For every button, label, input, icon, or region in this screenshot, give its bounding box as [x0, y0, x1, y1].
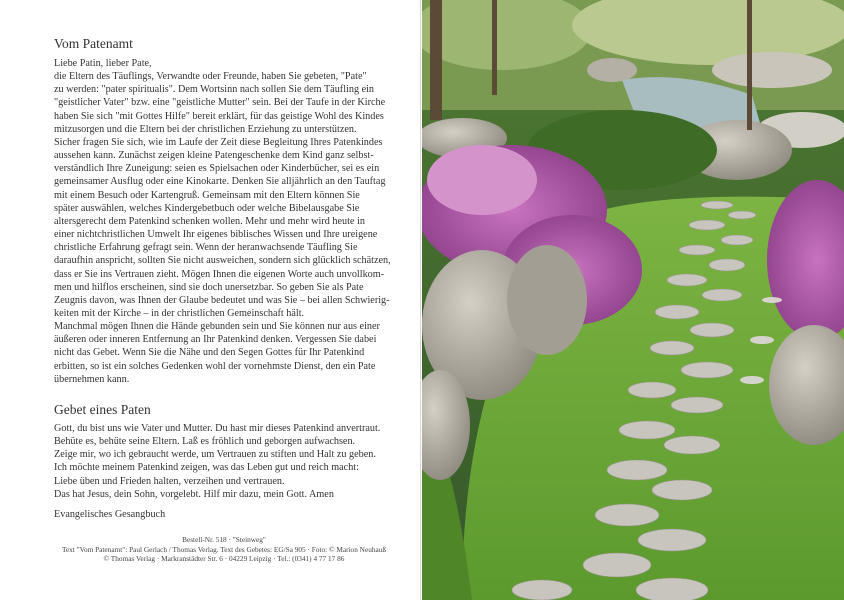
- patenamt-line: die Eltern des Täuflings, Verwandte oder Freunde, haben Sie gebeten, "Pate": [54, 71, 367, 83]
- patenamt-line: äußeren oder inneren Entfernung an Ihr Patenkind denken. Vergessen Sie dabei: [54, 334, 377, 346]
- credits-line: Text "Vom Patenamt": Paul Gerlach / Thomas Verlag. Text des Gebetes: EG/Sa 905 · Foto: © Marion Neuhauß: [61, 544, 387, 554]
- patenamt-line: gemeinsamer Ausflug oder eine Kinokarte. Denken Sie alljährlich an den Tauftag: [54, 176, 386, 188]
- section-title-gebet: Gebet eines Paten: [54, 402, 151, 417]
- credits-line: © Thomas Verlag · Markranstädter Str. 6 · 04229 Leipzig · Tel.: (0341) 4 77 17 86: [103, 554, 345, 564]
- patenamt-line: Manchmal mögen Ihnen die Hände gebunden sein und Sie können nur aus einer: [54, 321, 380, 333]
- patenamt-line: übernehmen kann.: [54, 373, 130, 385]
- photo-page: [422, 0, 844, 600]
- gebet-line: Liebe üben und Frieden halten, verzeihen und vertrauen.: [54, 475, 285, 487]
- patenamt-line: men und hilflos erscheinen, sind sie doch unersetzbar. So geben Sie als Pate: [54, 281, 364, 293]
- section-title-patenamt: Vom Patenamt: [54, 36, 133, 51]
- patenamt-line: keiten mit der Kirche – in der christlichen Gemeinschaft hält.: [54, 307, 305, 319]
- patenamt-line: daraufhin anspricht, sollten Sie nicht ausweichen, sondern sich glücklich schätzen,: [54, 255, 391, 267]
- patenamt-line: Liebe Patin, lieber Pate,: [54, 58, 152, 69]
- patenamt-line: verständlich Ihre Zuneigung: seien es Spielsachen oder Kinderbücher, sei es ein: [54, 163, 380, 175]
- text-page: [0, 0, 421, 600]
- gebet-line: Zeige mir, wo ich gebraucht werde, um Vertrauen zu stiften und Halt zu geben.: [54, 449, 376, 461]
- patenamt-body: [54, 57, 394, 386]
- patenamt-line: mit einem Besuch oder Kartengruß. Gemeinsam mit den Eltern können Sie: [54, 189, 360, 201]
- patenamt-line: Sicher fragen Sie sich, wie im Laufe der Zeit diese Begleitung Ihres Patenkindes: [54, 136, 383, 148]
- gebet-line: Das hat Jesus, dein Sohn, vorgelebt. Hilf mir dazu, mein Gott. Amen: [54, 488, 334, 500]
- source-attribution: Evangelisches Gesangbuch: [54, 509, 166, 520]
- patenamt-line: einer nichtchristlichen Umwelt Ihr eigenes biblisches Wissen und Ihre ureigene: [54, 229, 378, 241]
- patenamt-line: aussehen kann. Zunächst zeigen kleine Patengeschenke dem Kind ganz selbst-: [54, 150, 374, 162]
- garden-stone-path-photo: [422, 0, 844, 600]
- patenamt-line: christliche Erfahrung gefragt sein. Wenn der heranwachsende Täufling Sie: [54, 242, 358, 254]
- gebet-line: Behüte es, behüte seine Eltern. Laß es fröhlich und geborgen aufwachsen.: [54, 436, 356, 448]
- gebet-body: [54, 422, 394, 501]
- patenamt-line: mitzusorgen und die Eltern bei der christlichen Erziehung zu unterstützen.: [54, 123, 357, 135]
- gebet-line: Gott, du bist uns wie Vater und Mutter. Du hast mir dieses Patenkind anvertraut.: [54, 423, 381, 434]
- patenamt-line: haben Sie sich "mit Gottes Hilfe" bereit erklärt, für das geistige Wohl des Kindes: [54, 110, 384, 122]
- patenamt-line: dass er Sie ins Vertrauen zieht. Mögen Ihnen die eigenen Worte auch unvollkom-: [54, 268, 385, 280]
- patenamt-line: zu werden: "pater spiritualis". Dem Wortsinn nach sollen Sie dem Täufling ein: [54, 84, 375, 96]
- patenamt-line: später auswählen, welches Kindergebetbuch oder welche Bibelausgabe Sie: [54, 202, 360, 214]
- patenamt-line: erbitten, so ist ein solches Gedenken wohl der vornehmste Dienst, den ein Pate: [54, 360, 376, 372]
- patenamt-line: nicht das Gebet. Wenn Sie die Nähe und den Segen Gottes für Ihr Patenkind: [54, 347, 365, 359]
- patenamt-line: Zeugnis davon, was Ihnen der Glaube bedeutet und was Sie – bei allen Schwierig-: [54, 294, 390, 306]
- patenamt-line: altersgerecht dem Patenkind schenken wollen. Mehr und mehr wird heute in: [54, 215, 365, 227]
- credits-block: [54, 535, 394, 564]
- credits-line: Bestell-Nr. 518 · "Steinweg": [182, 535, 266, 544]
- gebet-line: Ich möchte meinem Patenkind zeigen, was das Leben gut und reich macht:: [54, 462, 359, 474]
- patenamt-line: "geistlicher Vater" bzw. eine "geistliche Mutter" sein. Bei der Taufe in der Kirche: [54, 97, 386, 109]
